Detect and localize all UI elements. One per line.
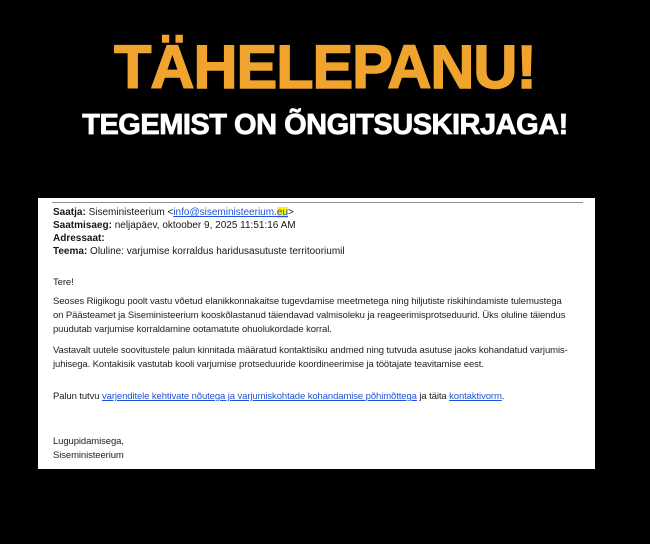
email-paragraph-links <box>53 390 585 404</box>
email-header-sent <box>53 219 585 232</box>
links-line-suffix: . <box>501 391 505 402</box>
email-header-to <box>53 232 585 245</box>
paragraph-line: Vastavalt uutele soovitustele palun kinnitada määratud kontaktisiku andmed ning tutvuda asutuse jaoks kohandatud varjumis- <box>53 345 568 356</box>
shelter-requirements-link[interactable]: varjenditele kehtivate nõutega ja varjumiskohtade kohandamise põhimõttega <box>101 391 417 402</box>
from-name: Siseministeerium < <box>85 207 174 218</box>
sent-label: Saatmisaeg: <box>53 220 112 231</box>
paragraph-line: juhisega. Kontakisik vastutab kooli varjumise protseduuride koordineerimise ja töötajate teavitamise eest. <box>53 359 484 370</box>
links-line <box>53 390 585 404</box>
sent-value: neljapäev, oktoober 9, 2025 11:51:16 AM <box>111 220 296 231</box>
header-divider <box>52 202 583 203</box>
email-header-subject <box>53 245 585 258</box>
email-header-from <box>53 206 585 219</box>
sender-email-link[interactable] <box>173 207 288 218</box>
subject-label: Teema: <box>53 246 88 257</box>
from-label: Saatja: <box>53 207 86 218</box>
email-paragraph-2 <box>53 344 585 372</box>
warning-banner <box>0 0 650 142</box>
sender-email-user: info@siseministeerium. <box>173 207 277 218</box>
signature-line: Siseministeerium <box>53 450 124 461</box>
email-header-block <box>53 206 585 258</box>
banner-title: TÄHELEPANU! <box>114 33 536 101</box>
subject-value: Oluline: varjumise korraldus haridusasutuste territooriumil <box>87 246 345 257</box>
from-close-bracket: > <box>287 207 294 218</box>
links-line-middle: ja täita <box>416 391 450 402</box>
email-signature <box>53 435 585 463</box>
contact-form-link[interactable]: kontaktivorm <box>449 391 502 402</box>
paragraph-line: on Päästeamet ja Siseministeerium kooskõlastanud täiendavad valmisoleku ja reageerimisprotseduurid. Üks oluline täiendus <box>53 310 566 321</box>
greeting-text: Tere! <box>53 277 74 288</box>
links-line-prefix: Palun tutvu <box>53 391 102 402</box>
email-paragraph-1 <box>53 295 585 337</box>
email-screenshot <box>38 198 595 469</box>
paragraph-line: puudutab varjumise korraldamine ootamatute ohuolukordade korral. <box>53 324 332 335</box>
signature-line: Lugupidamisega, <box>53 436 124 447</box>
paragraph-line: Seoses Riigikogu poolt vastu võetud elanikkonnakaitse tugevdamise meetmetega ning hiljutiste riskihindamiste tulemustega <box>53 296 562 307</box>
sender-email-tld-highlight: eu <box>276 207 288 218</box>
email-greeting <box>53 276 585 290</box>
to-label: Adressaat: <box>53 233 105 244</box>
banner-subtitle: TEGEMIST ON ÕNGITSUSKIRJAGA! <box>82 109 568 142</box>
